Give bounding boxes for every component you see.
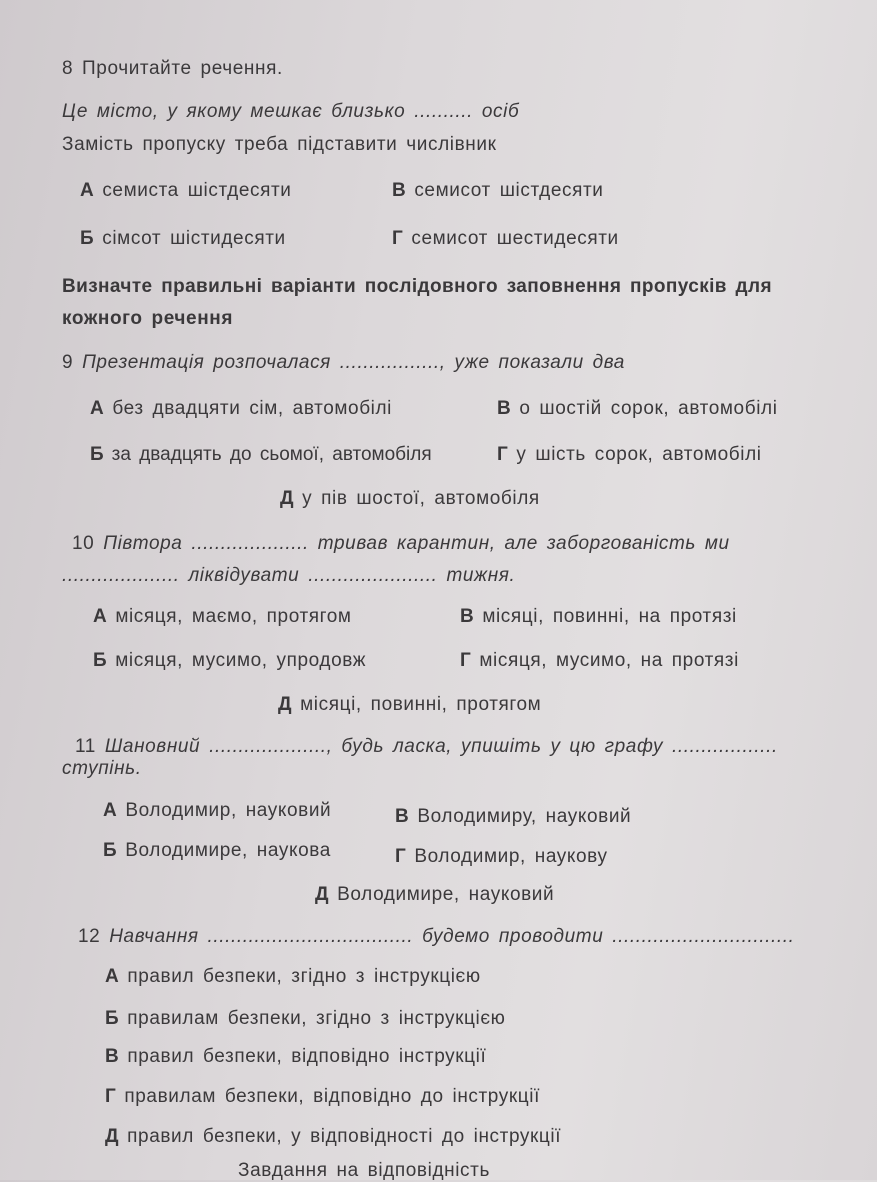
option-text: Володимир, наукову	[414, 846, 608, 867]
option-letter: В	[395, 806, 410, 827]
q9-option-d	[280, 488, 540, 510]
option-letter: А	[103, 800, 118, 821]
q12-sentence	[78, 926, 795, 948]
q12-option-v	[105, 1046, 486, 1068]
q12-text: Навчання ................................... будемо проводити ...............................	[109, 926, 795, 947]
multi-instruction-line1: Визначте правильні варіанти послідовного заповнення пропусків для	[62, 276, 772, 297]
q11-option-g	[395, 846, 608, 868]
q11-line1	[75, 736, 778, 758]
option-text: Володимир, науковий	[125, 800, 332, 821]
option-text: семиста шістдесяти	[102, 180, 292, 201]
option-text: правилам безпеки, згідно з інструкцією	[127, 1008, 506, 1029]
q10-option-g	[460, 650, 739, 672]
option-text: місяця, мусимо, на протязі	[479, 650, 739, 671]
option-letter: В	[392, 180, 407, 201]
q10-line2: .................... ліквідувати ...................... тижня.	[62, 565, 516, 586]
option-text: правилам безпеки, відповідно до інструкції	[124, 1086, 540, 1107]
option-letter: Б	[105, 1008, 120, 1029]
q9-option-v	[497, 398, 778, 420]
q9-sentence	[62, 352, 625, 374]
q9-text: Презентація розпочалася ................., уже показали два	[82, 352, 625, 373]
q12-option-d	[105, 1126, 561, 1148]
option-text: місяці, повинні, протягом	[300, 694, 542, 715]
option-letter: А	[105, 966, 120, 987]
q12-option-a	[105, 966, 481, 988]
option-text: у пів шостої, автомобіля	[302, 488, 540, 509]
option-text: о шостій сорок, автомобілі	[519, 398, 778, 419]
q9-option-g	[497, 444, 762, 466]
option-letter: В	[497, 398, 512, 419]
option-text: місяці, повинні, на протязі	[482, 606, 737, 627]
q8-title: 8 Прочитайте речення.	[62, 58, 283, 79]
option-letter: Г	[460, 650, 472, 671]
q9-number: 9	[62, 352, 74, 373]
multi-instruction-line2: кожного речення	[62, 308, 234, 329]
q12-number: 12	[78, 926, 101, 947]
q12-option-g	[105, 1086, 540, 1108]
q11-option-v	[395, 806, 631, 828]
option-letter: А	[80, 180, 95, 201]
q10-text: Півтора .................... тривав карантин, але заборгованість ми	[103, 533, 730, 554]
option-letter: Б	[93, 650, 108, 671]
option-text: Володимире, наукова	[125, 840, 331, 861]
option-text: за двадцять до сьомої, автомобіля	[111, 444, 432, 465]
q10-number: 10	[72, 533, 95, 554]
q8-instruction: Замість пропуску треба підставити числівник	[62, 134, 497, 155]
q10-option-a	[93, 606, 352, 628]
option-text: семисот шестидесяти	[411, 228, 619, 249]
option-text: правил безпеки, відповідно інструкції	[127, 1046, 487, 1067]
option-text: місяця, мусимо, упродовж	[115, 650, 367, 671]
q8-sentence: Це місто, у якому мешкає близько .......... осіб	[62, 101, 520, 122]
option-letter: Б	[103, 840, 118, 861]
q10-option-b	[93, 650, 366, 672]
option-letter: Г	[497, 444, 509, 465]
q11-text: Шановний ...................., будь ласка, упишіть у цю графу ..................	[104, 736, 778, 757]
q11-line2: ступінь.	[62, 758, 142, 779]
option-letter: А	[90, 398, 105, 419]
q10-line1	[72, 533, 730, 555]
option-letter: Д	[315, 884, 330, 905]
option-letter: Б	[80, 228, 95, 249]
option-text: Володимиру, науковий	[417, 806, 632, 827]
q8-option-g	[392, 228, 619, 250]
q8-option-a	[80, 180, 292, 202]
option-letter: Г	[392, 228, 404, 249]
option-text: місяця, маємо, протягом	[115, 606, 352, 627]
q9-option-a	[90, 398, 392, 420]
q10-option-d	[278, 694, 541, 716]
option-text: семисот шістдесяти	[414, 180, 604, 201]
section-heading-matching: Завдання на відповідність	[238, 1160, 490, 1181]
option-text: Володимире, науковий	[337, 884, 555, 905]
option-letter: Д	[278, 694, 293, 715]
option-letter: А	[93, 606, 108, 627]
option-text: без двадцяти сім, автомобілі	[112, 398, 393, 419]
option-letter: Б	[90, 444, 104, 465]
q11-option-d	[315, 884, 554, 906]
q12-option-b	[105, 1008, 505, 1030]
option-letter: В	[460, 606, 475, 627]
q11-option-b	[103, 840, 331, 862]
option-text: у шість сорок, автомобілі	[516, 444, 762, 465]
q11-option-a	[103, 800, 331, 822]
q10-option-v	[460, 606, 737, 628]
option-text: правил безпеки, у відповідності до інструкції	[127, 1126, 562, 1147]
option-letter: Г	[395, 846, 407, 867]
option-letter: В	[105, 1046, 120, 1067]
option-text: правил безпеки, згідно з інструкцією	[127, 966, 481, 987]
q8-option-v	[392, 180, 604, 202]
option-letter: Д	[280, 488, 295, 509]
q8-option-b	[80, 228, 286, 250]
q11-number: 11	[75, 736, 96, 757]
q9-option-b	[90, 444, 432, 466]
option-letter: Г	[105, 1086, 117, 1107]
option-letter: Д	[105, 1126, 120, 1147]
option-text: сімсот шістидесяти	[102, 228, 286, 249]
